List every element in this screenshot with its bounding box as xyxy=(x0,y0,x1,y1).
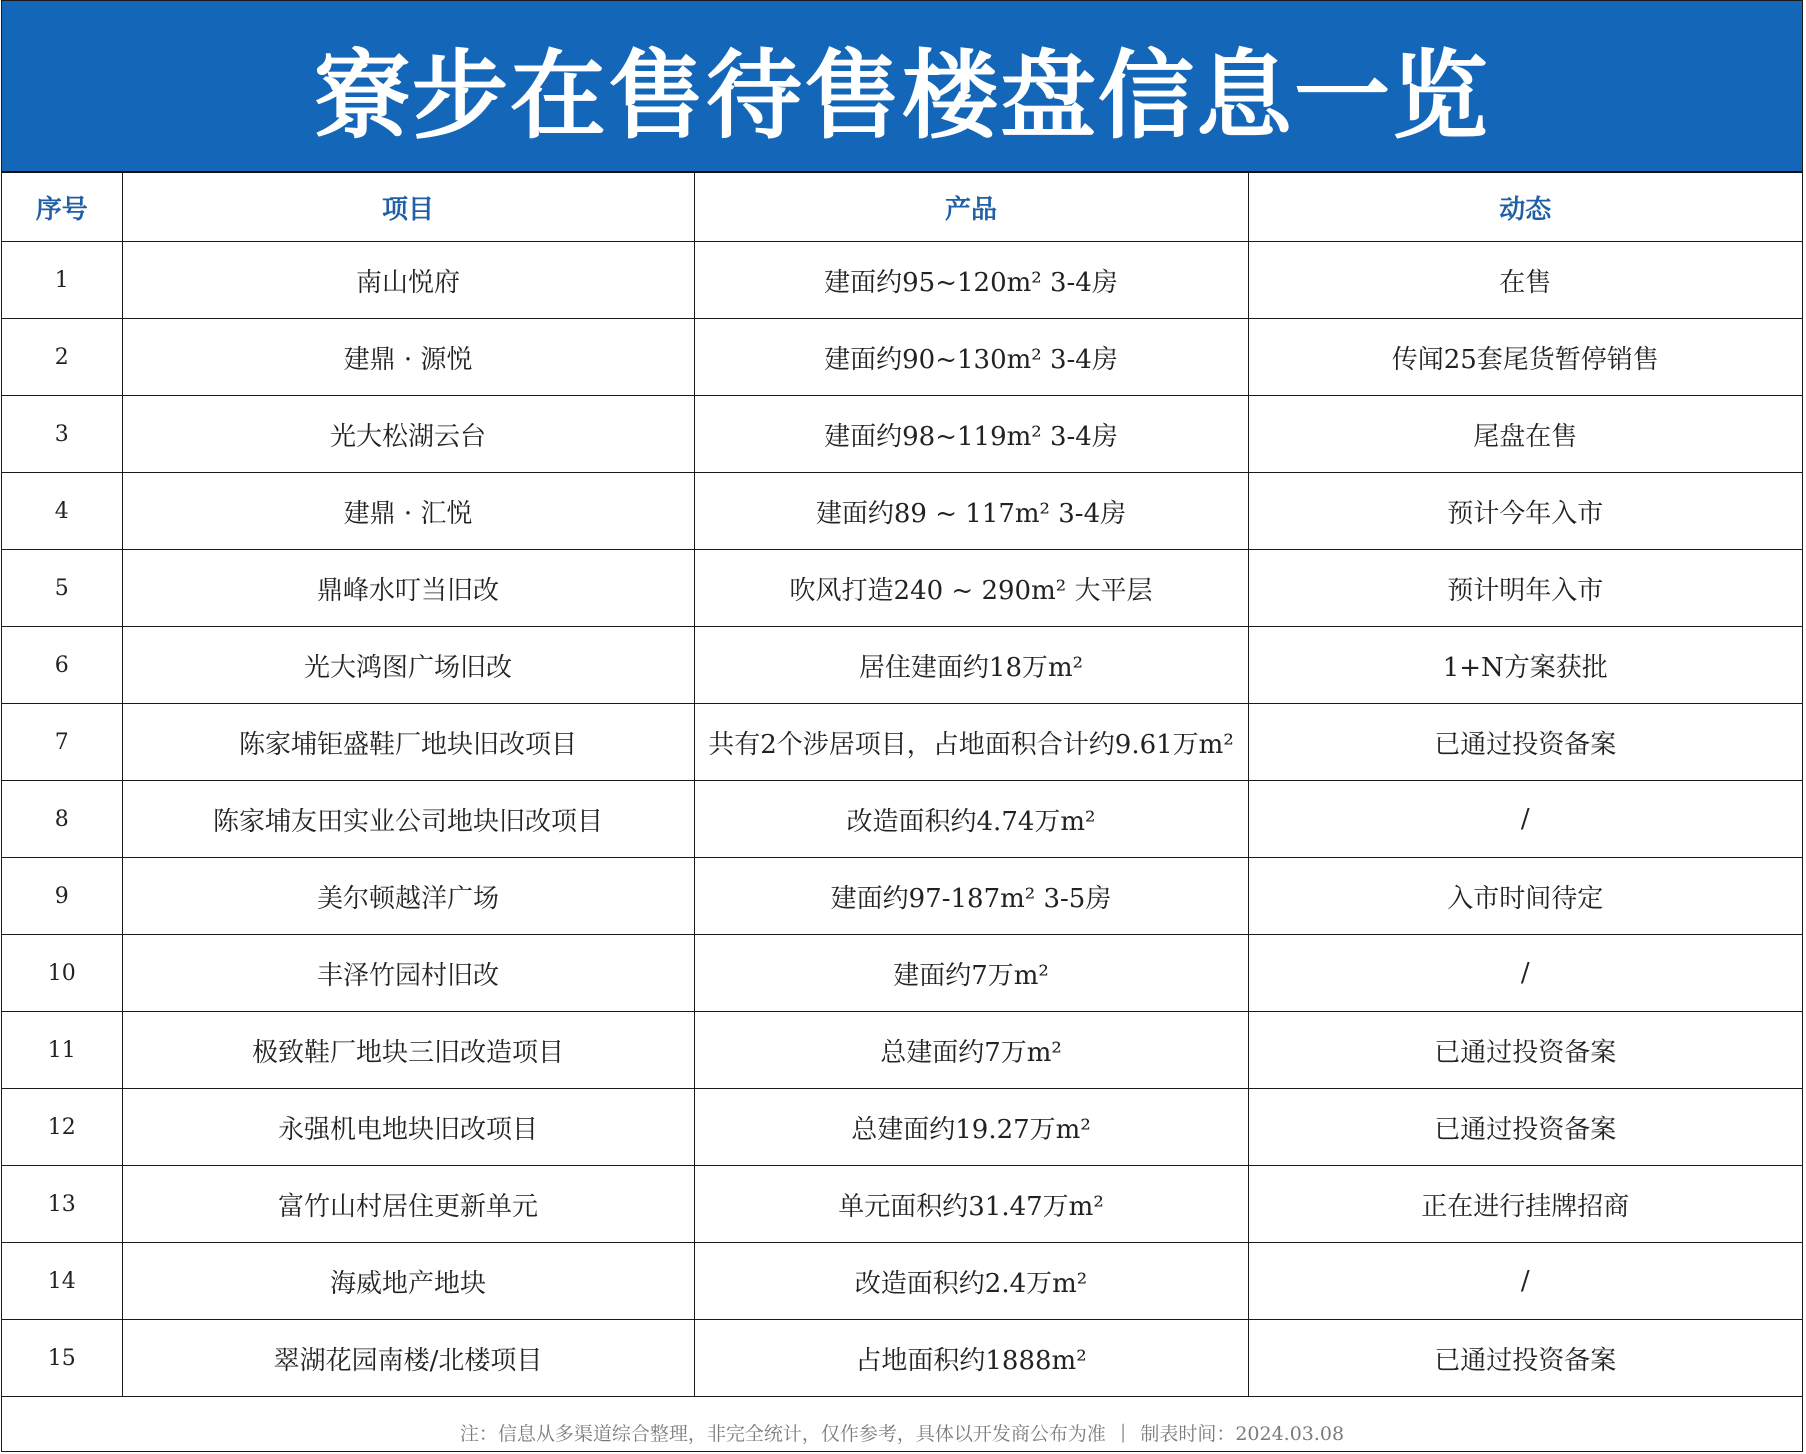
cell-status: 1+N方案获批 xyxy=(1248,627,1802,704)
cell-index: 10 xyxy=(2,935,122,1012)
cell-product: 占地面积约1888m² xyxy=(694,1320,1248,1397)
cell-project: 翠湖花园南楼/北楼项目 xyxy=(122,1320,694,1397)
cell-status: / xyxy=(1248,1243,1802,1320)
cell-product: 居住建面约18万m² xyxy=(694,627,1248,704)
cell-project: 永强机电地块旧改项目 xyxy=(122,1089,694,1166)
page-title: 寮步在售待售楼盘信息一览 xyxy=(314,38,1490,152)
table-row xyxy=(2,473,1802,550)
cell-status: 在售 xyxy=(1248,242,1802,319)
cell-project: 美尔顿越洋广场 xyxy=(122,858,694,935)
cell-status: 已通过投资备案 xyxy=(1248,1012,1802,1089)
cell-project: 富竹山村居住更新单元 xyxy=(122,1166,694,1243)
cell-project: 海威地产地块 xyxy=(122,1243,694,1320)
cell-product: 建面约7万m² xyxy=(694,935,1248,1012)
cell-product: 单元面积约31.47万m² xyxy=(694,1166,1248,1243)
column-header-index: 序号 xyxy=(2,173,122,242)
cell-product: 总建面约7万m² xyxy=(694,1012,1248,1089)
cell-index: 13 xyxy=(2,1166,122,1243)
cell-status: / xyxy=(1248,935,1802,1012)
footnote xyxy=(2,1413,1802,1451)
cell-project: 陈家埔钜盛鞋厂地块旧改项目 xyxy=(122,704,694,781)
cell-index: 12 xyxy=(2,1089,122,1166)
cell-index: 11 xyxy=(2,1012,122,1089)
cell-project: 南山悦府 xyxy=(122,242,694,319)
cell-index: 2 xyxy=(2,319,122,396)
cell-product: 总建面约19.27万m² xyxy=(694,1089,1248,1166)
footnote-made-time: 制表时间：2024.03.08 xyxy=(1140,1422,1345,1445)
cell-index: 8 xyxy=(2,781,122,858)
footnote-note: 注：信息从多渠道综合整理，非完全统计，仅作参考，具体以开发商公布为准 xyxy=(459,1422,1106,1445)
cell-project: 鼎峰水叮当旧改 xyxy=(122,550,694,627)
cell-status: 正在进行挂牌招商 xyxy=(1248,1166,1802,1243)
cell-project: 建鼎 · 汇悦 xyxy=(122,473,694,550)
property-table xyxy=(2,173,1802,1397)
table-row xyxy=(2,1243,1802,1320)
footnote-separator: | xyxy=(1119,1421,1127,1443)
table-row xyxy=(2,319,1802,396)
cell-status: 已通过投资备案 xyxy=(1248,1089,1802,1166)
listing-sheet xyxy=(1,0,1803,1452)
table-row xyxy=(2,935,1802,1012)
cell-product: 改造面积约4.74万m² xyxy=(694,781,1248,858)
table-header-row xyxy=(2,173,1802,242)
table-row xyxy=(2,1320,1802,1397)
table-row xyxy=(2,1089,1802,1166)
cell-project: 陈家埔友田实业公司地块旧改项目 xyxy=(122,781,694,858)
cell-index: 5 xyxy=(2,550,122,627)
cell-index: 7 xyxy=(2,704,122,781)
table-row xyxy=(2,396,1802,473)
cell-project: 光大松湖云台 xyxy=(122,396,694,473)
cell-product: 建面约89 ~ 117m² 3-4房 xyxy=(694,473,1248,550)
cell-index: 4 xyxy=(2,473,122,550)
cell-project: 建鼎 · 源悦 xyxy=(122,319,694,396)
table-row xyxy=(2,858,1802,935)
cell-index: 15 xyxy=(2,1320,122,1397)
cell-status: 已通过投资备案 xyxy=(1248,1320,1802,1397)
cell-status: / xyxy=(1248,781,1802,858)
cell-index: 6 xyxy=(2,627,122,704)
cell-project: 光大鸿图广场旧改 xyxy=(122,627,694,704)
cell-project: 极致鞋厂地块三旧改造项目 xyxy=(122,1012,694,1089)
table-row xyxy=(2,550,1802,627)
cell-project: 丰泽竹园村旧改 xyxy=(122,935,694,1012)
cell-product: 建面约95~120m² 3-4房 xyxy=(694,242,1248,319)
cell-product: 建面约97-187m² 3-5房 xyxy=(694,858,1248,935)
cell-product: 建面约90~130m² 3-4房 xyxy=(694,319,1248,396)
title-banner xyxy=(2,1,1802,173)
table-body xyxy=(2,242,1802,1397)
cell-index: 1 xyxy=(2,242,122,319)
table-row xyxy=(2,1166,1802,1243)
cell-index: 9 xyxy=(2,858,122,935)
column-header-product: 产品 xyxy=(694,173,1248,242)
cell-status: 已通过投资备案 xyxy=(1248,704,1802,781)
cell-status: 预计明年入市 xyxy=(1248,550,1802,627)
cell-product: 吹风打造240 ~ 290m² 大平层 xyxy=(694,550,1248,627)
table-row xyxy=(2,704,1802,781)
cell-index: 3 xyxy=(2,396,122,473)
cell-product: 共有2个涉居项目，占地面积合计约9.61万m² xyxy=(694,704,1248,781)
table-row xyxy=(2,242,1802,319)
table-row xyxy=(2,627,1802,704)
table-row xyxy=(2,1012,1802,1089)
cell-status: 尾盘在售 xyxy=(1248,396,1802,473)
column-header-project: 项目 xyxy=(122,173,694,242)
table-row xyxy=(2,781,1802,858)
cell-index: 14 xyxy=(2,1243,122,1320)
cell-product: 改造面积约2.4万m² xyxy=(694,1243,1248,1320)
cell-product: 建面约98~119m² 3-4房 xyxy=(694,396,1248,473)
column-header-status: 动态 xyxy=(1248,173,1802,242)
cell-status: 预计今年入市 xyxy=(1248,473,1802,550)
cell-status: 入市时间待定 xyxy=(1248,858,1802,935)
cell-status: 传闻25套尾货暂停销售 xyxy=(1248,319,1802,396)
